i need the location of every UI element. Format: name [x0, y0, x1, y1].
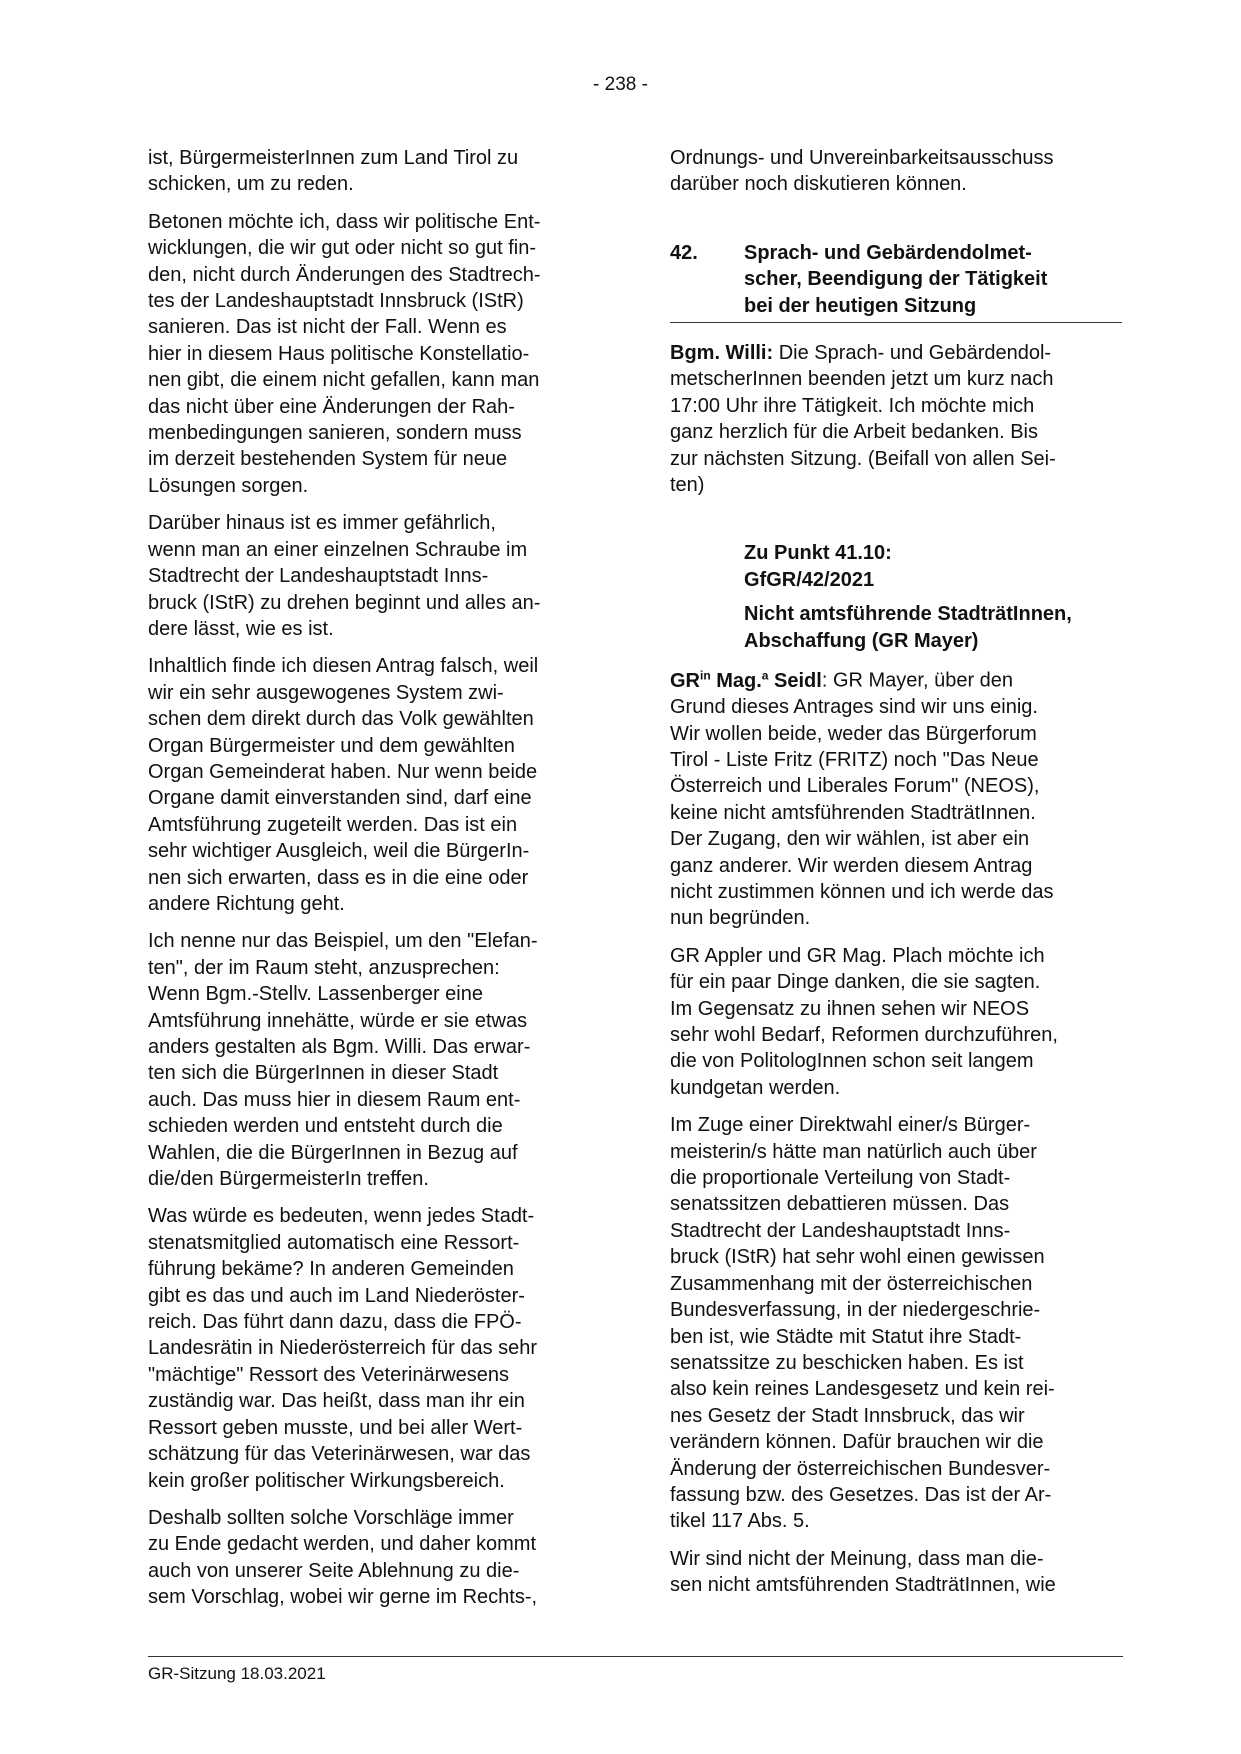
- sub-heading-reference: Zu Punkt 41.10: GfGR/42/2021: [744, 542, 892, 591]
- agenda-title: Sprach- und Gebärdendolmet- scher, Beendigung der Tätigkeit bei der heutigen Sitzung: [744, 241, 1048, 317]
- bgm-statement: [670, 340, 1122, 498]
- paragraph: Wir sind nicht der Meinung, dass man die- sen nicht amtsführenden StadträtInnen, wie: [670, 1547, 1056, 1597]
- statement-text: Die Sprach- und Gebärdendol- metscherInnen beenden jetzt um kurz nach 17:00 Uhr ihre Tätigkeit. Ich möchte mich ganz herzlich für die Arbeit bedanken. Bis zur nächsten Sitzung. (Beifall von allen Sei- ten): [670, 342, 1056, 497]
- paragraph: Ich nenne nur das Beispiel, um den "Elefan- ten", der im Raum steht, anzusprechen: Wenn Bgm.-Stellv. Lassenberger eine Amtsführung innehätte, würde er sie etwas anders gestalten als Bgm. Willi. Das erwar- ten sich die BürgerInnen in dieser Stadt auch. Das muss hier in diesem Raum ent- schieden werden und entsteht durch die Wahlen, die die BürgerInnen in Bezug auf die/den BürgermeisterIn treffen.: [148, 930, 538, 1191]
- speaker-name: Bgm. Willi:: [670, 342, 774, 365]
- paragraph: ist, BürgermeisterInnen zum Land Tirol zu schicken, um zu reden.: [148, 147, 519, 196]
- footer-session-date: GR-Sitzung 18.03.2021: [148, 1664, 326, 1683]
- paragraph: Darüber hinaus ist es immer gefährlich, wenn man an einer einzelnen Schraube im Stadtrecht der Landeshauptstadt Inns- bruck (IStR) zu drehen beginnt und alles an- dere lässt, wie es ist.: [148, 512, 541, 640]
- page-number: - 238 -: [593, 74, 648, 95]
- speaker-name: $GR^{in}$ Mag.$^a$ Seidl: [670, 668, 822, 692]
- paragraph: Im Zuge einer Direktwahl einer/s Bürger- meisterin/s hätte man natürlich auch über die proportionale Verteilung von Stadt- senatssitzen debattieren müssen. Das Stadtrecht der Landeshauptstadt Inns- bruck (IStR) hat sehr wohl einen gewissen Zusammenhang mit der österreichischen Bundesverfassung, in der niedergeschrie- ben ist, wie Städte mit Statut ihre Stadt- senatssitze zu beschicken haben. Es ist also kein reines Landesgesetz und kein rei- nes Gesetz der Stadt Innsbruck, das wir verändern können. Dafür brauchen wir die Änderung der österreichischen Bundesver- fassung bzw. des Gesetzes. Das ist der Ar- tikel 117 Abs. 5.: [670, 1114, 1055, 1533]
- paragraph: GR Appler und GR Mag. Plach möchte ich für ein paar Dinge danken, die sie sagten. Im Gegensatz zu ihnen sehen wir NEOS sehr wohl Bedarf, Reformen durchzuführen, die von PolitologInnen schon seit langem kundgetan werden.: [670, 944, 1058, 1099]
- footer-divider: [148, 1656, 1123, 1657]
- paragraph: Betonen möchte ich, dass wir politische Ent- wicklungen, die wir gut oder nicht so gut fin- den, nicht durch Änderungen des Stadtrech- tes der Landeshauptstadt Innsbruck (IStR) sanieren. Das ist nicht der Fall. Wenn es hier in diesem Haus politische Konstellatio- nen gibt, die einem nicht gefallen, kann man das nicht über eine Änderungen der Rah- menbedingungen sanieren, sondern muss im derzeit bestehenden System für neue Lösungen sorgen.: [148, 210, 541, 497]
- statement-text: : GR Mayer, über den Grund dieses Antrages sind wir uns einig. Wir wollen beide, weder das Bürgerforum Tirol - Liste Fritz (FRITZ) noch "Das Neue Österreich und Liberales Forum" (NEOS), keine nicht amtsführenden StadträtInnen. Der Zugang, den wir wählen, ist aber ein ganz anderer. Wir werden diesem Antrag nicht zustimmen können und ich werde das nun begründen.: [670, 669, 1054, 930]
- agenda-number: 42.: [670, 241, 698, 264]
- speaker-statement: [670, 662, 1122, 932]
- paragraph: Ordnungs- und Unvereinbarkeitsausschuss darüber noch diskutieren können.: [670, 147, 1054, 196]
- right-column: [670, 145, 1122, 1610]
- left-column: [148, 145, 600, 1622]
- paragraph: Inhaltlich finde ich diesen Antrag falsch, weil wir ein sehr ausgewogenes System zwi- schen dem direkt durch das Volk gewählten Organ Bürgermeister und dem gewählten Organ Gemeinderat haben. Nur wenn beide Organe damit einverstanden sind, darf eine Amtsführung zugeteilt werden. Das ist ein sehr wichtiger Ausgleich, weil die BürgerIn- nen sich erwarten, dass es in die eine oder andere Richtung geht.: [148, 655, 539, 915]
- agenda-item-heading: [670, 240, 1122, 323]
- paragraph: Was würde es bedeuten, wenn jedes Stadt- stenatsmitglied automatisch eine Ressort- führung bekäme? In anderen Gemeinden gibt es das und auch im Land Niederöster- reich. Das führt dann dazu, dass die FPÖ- Landesrätin in Niederösterreich für das sehr "mächtige" Ressort des Veterinärwesens zuständig war. Das heißt, dass man ihr ein Ressort geben musste, und bei aller Wert- schätzung für das Veterinärwesen, war das kein großer politischer Wirkungsbereich.: [148, 1205, 538, 1492]
- sub-heading-topic: Nicht amtsführende StadträtInnen, Abschaffung (GR Mayer): [744, 603, 1072, 652]
- paragraph: Deshalb sollten solche Vorschläge immer zu Ende gedacht werden, und daher kommt auch von unserer Seite Ablehnung zu die- sem Vorschlag, wobei wir gerne im Rechts-,: [148, 1506, 538, 1609]
